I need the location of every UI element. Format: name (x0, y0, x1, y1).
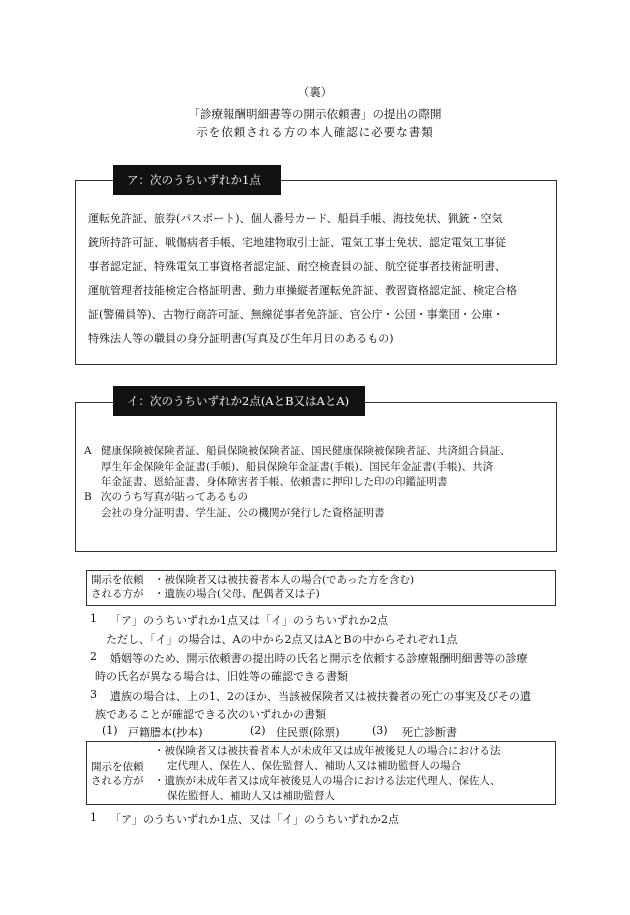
requester-2-item: 定代理人、保佐人、保佐監督人、補助人又は補助監督人の場合 (167, 760, 461, 772)
rule-3-number: 3 (90, 688, 97, 701)
requester-1-item: ・遺族の場合(父母、配偶者又は子) (154, 588, 320, 600)
section-i-marker-a: A (84, 445, 92, 457)
doc-1-label: 戸籍謄本(抄本) (128, 726, 203, 739)
section-i-b-text (101, 490, 556, 521)
doc-1-number: (1) (102, 724, 118, 737)
requester-1-label (91, 573, 144, 601)
page-title-line2: 示を依頼される方の本人確認に必要な書類 (196, 125, 434, 139)
rule-final-text: 「ア」のうちいずれか1点、又は「イ」のうちいずれか2点 (110, 813, 399, 826)
doc-2-number: (2) (250, 724, 266, 737)
rule-1-number: 1 (90, 612, 97, 625)
requester-1-label-line: される方が (91, 588, 144, 600)
rule-2-number: 2 (90, 650, 97, 663)
requester-1-label-line: 開示を依頼 (91, 574, 144, 586)
doc-2-label: 住民票(除票) (276, 726, 340, 739)
page-title-line1: 「診療報酬明細書等の開示依頼書」の提出の際開 (188, 107, 442, 121)
requester-1-item: ・被保険者又は被扶養者本人の場合(であった方を含む) (154, 574, 415, 586)
requester-2-item: ・遺族が未成年者又は成年被後見人の場合における法定代理人、保佐人、 (154, 775, 501, 787)
section-a-line: 銃所持許可証、戦傷病者手帳、宅地建物取引士証、電気工事士免状、認定電気工事従 (88, 236, 506, 249)
section-i-a-line: 年金証書、恩給証書、身体障害者手帳、依頼書に押印した印の印鑑証明書 (101, 476, 448, 488)
requester-2-item: ・被保険者又は被扶養者本人が未成年又は成年被後見人の場合における法 (154, 745, 501, 757)
section-a-text (88, 207, 553, 351)
section-a-line: 証(警備員等)、古物行商許可証、無線従事者免許証、官公庁・公団・事業団・公庫・ (88, 308, 504, 321)
rule-2-line2: 時の氏名が異なる場合は、旧姓等の確認できる書類 (95, 670, 348, 683)
requester-2-item: 保佐監督人、補助人又は補助監督人 (167, 790, 335, 802)
rule-3-line1: 遺族の場合は、上の1、2のほか、当該被保険者又は被扶養者の死亡の事実及びその遺 (110, 690, 531, 703)
requester-2-items (154, 744, 554, 804)
rule-1-text: 「ア」のうちいずれか1点又は「イ」のうちいずれか2点 (110, 614, 388, 627)
section-i-b-line: 会社の身分証明書、学生証、公の機関が発行した資格証明書 (101, 506, 385, 519)
requester-2-label-line: 開示を依頼 (91, 761, 144, 773)
section-i-a-text (101, 444, 556, 491)
requester-2-label-line: される方が (91, 775, 144, 787)
section-a-line: 運転免許証、旅券(パスポート)、個人番号カード、船員手帳、海技免状、猟銃・空気 (88, 212, 503, 225)
page-side-label: （裏） (297, 85, 333, 99)
section-i-a-line: 健康保険被保険者証、船員保険被保険者証、国民健康保険被保険者証、共済組合員証、 (101, 445, 511, 457)
requester-1-items (154, 573, 554, 601)
section-i-b-line: 次のうち写真が貼ってあるもの (101, 491, 248, 503)
section-i-a-line: 厚生年金保険年金証書(手帳)、船員保険年金証書(手帳)、国民年金証書(手帳)、共済 (101, 460, 494, 473)
section-i-marker-b: B (84, 491, 92, 503)
section-a-line: 特殊法人等の職員の身分証明書(写真及び生年月日のあるもの) (88, 332, 394, 345)
section-a-line: 事者認定証、特殊電気工事資格者認定証、耐空検査員の証、航空従事者技術証明書、 (88, 260, 506, 273)
rule-final-number: 1 (90, 811, 97, 824)
section-a-tag: ア：次のうちいずれか1点 (113, 165, 281, 195)
doc-3-number: (3) (372, 724, 388, 737)
section-a-line: 運航管理者技能検定合格証明書、動力車操縦者運転免許証、教習資格認定証、検定合格 (88, 284, 517, 297)
rule-3-line2: 族であることが確認できる次のいずれかの書類 (95, 708, 326, 721)
rule-2-line1: 婚姻等のため、開示依頼書の提出時の氏名と開示を依頼する診療報酬明細書等の診療 (110, 652, 528, 665)
section-i-tag: イ：次のうちいずれか2点(AとB又はAとA) (113, 386, 365, 416)
doc-3-label: 死亡診断書 (402, 726, 457, 739)
requester-2-label (91, 760, 144, 788)
rule-1-note: ただし、「イ」の場合は、Aの中から2点又はAとBの中からそれぞれ1点 (106, 633, 458, 646)
